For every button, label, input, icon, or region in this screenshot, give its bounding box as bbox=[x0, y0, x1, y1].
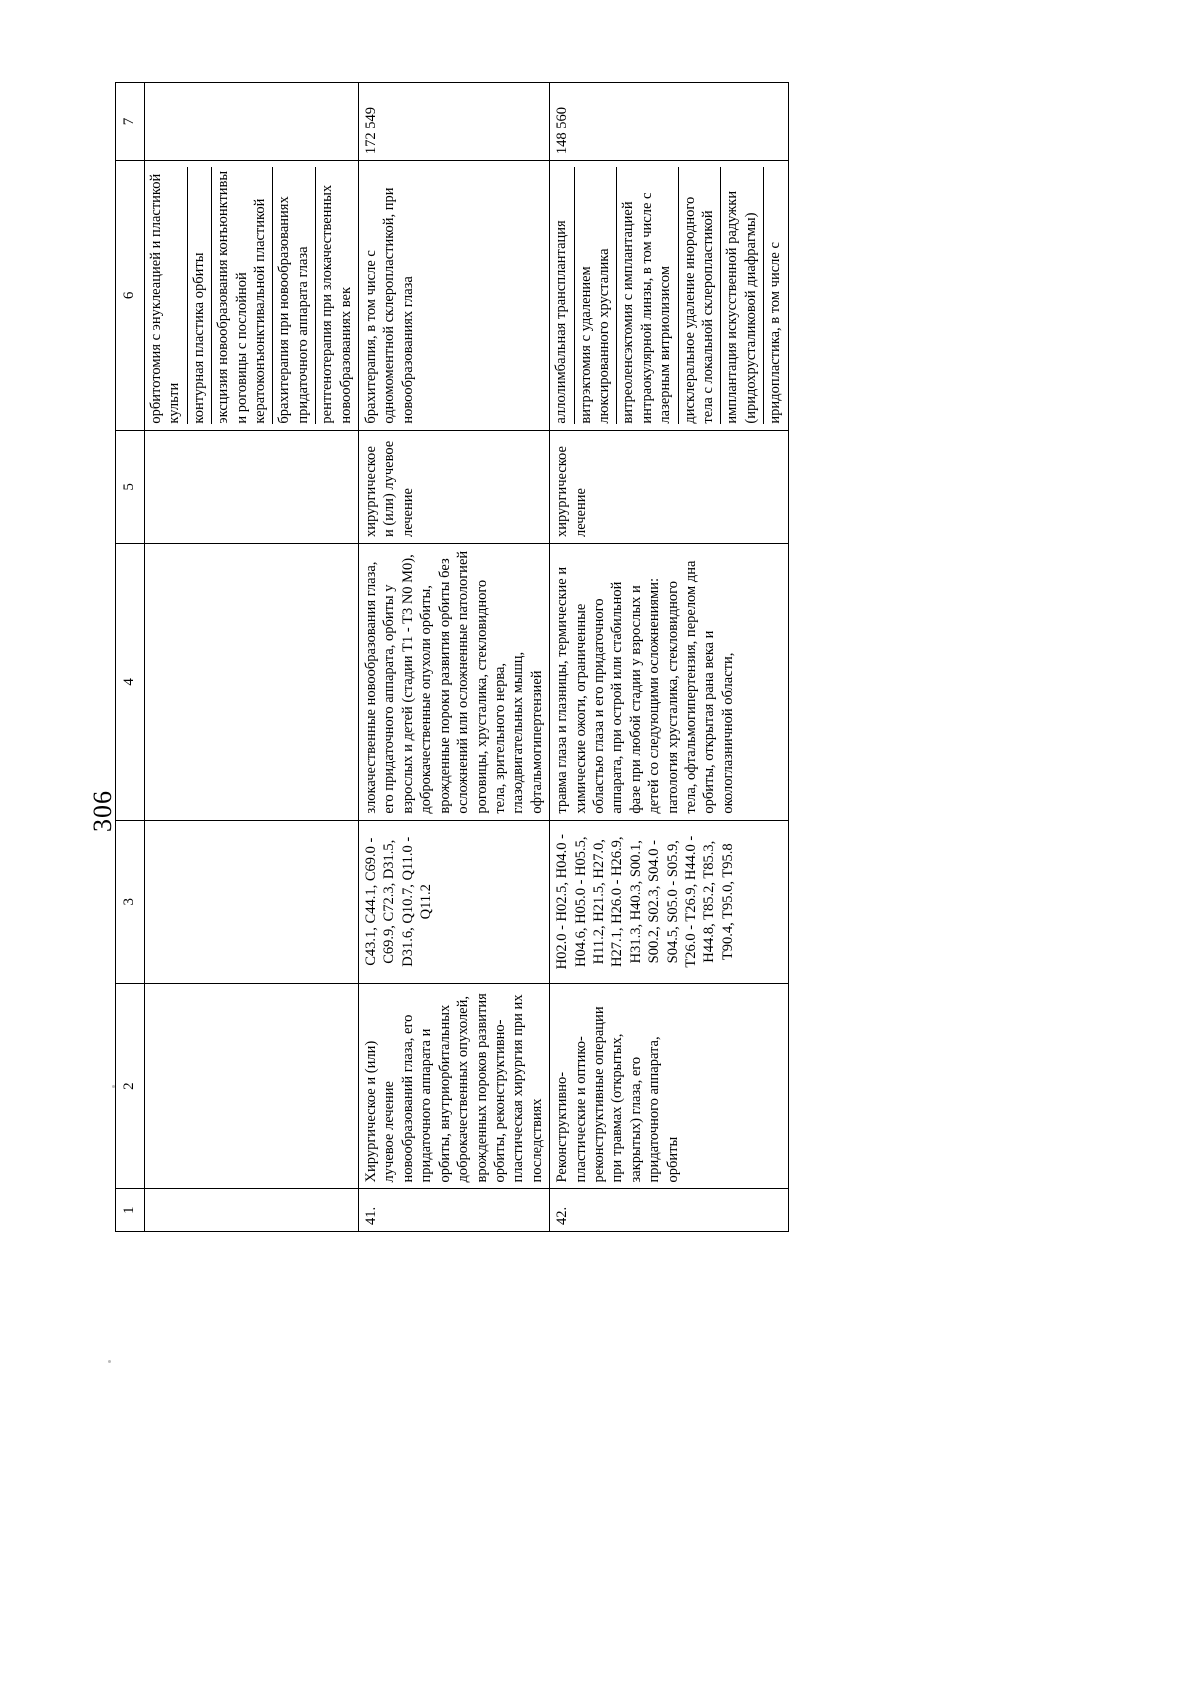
header-row bbox=[116, 83, 145, 1232]
cont-cost bbox=[145, 83, 359, 161]
service-name: Хирургическое и (или) лучевое лечение новообразований глаза, его придаточного аппарата и орбиты, внутриорбитальных доброкачественных опухолей, врожденных пороков развития орбиты, реконструктивно-пластическая хирургия при их последствиях bbox=[359, 983, 550, 1189]
method-item: дисклеральное удаление инородного тела с локальной склеропластикой bbox=[679, 167, 722, 424]
col-header-4: 4 bbox=[116, 544, 145, 821]
treatment-methods bbox=[550, 161, 788, 431]
cont-codes bbox=[145, 820, 359, 983]
scan-artifact bbox=[108, 1360, 111, 1363]
services-table bbox=[115, 82, 789, 1232]
col-header-1: 1 bbox=[116, 1189, 145, 1232]
cont-num bbox=[145, 1189, 359, 1232]
cont-model bbox=[145, 544, 359, 821]
method-item: рентгенотерапия при злокачественных новообразованиях век bbox=[319, 184, 354, 424]
cont-methods bbox=[145, 161, 359, 431]
table-row-41 bbox=[359, 83, 550, 1232]
continuation-row bbox=[145, 83, 359, 1232]
col-header-7: 7 bbox=[116, 83, 145, 161]
service-name: Реконструктивно-пластические и оптико-реконструктивные операции при травмах (открытых, закрытых) глаза, его придаточного аппарата, орбиты bbox=[550, 983, 788, 1189]
col-header-2: 2 bbox=[116, 983, 145, 1189]
row-number: 41. bbox=[359, 1189, 550, 1232]
cont-treatment bbox=[145, 430, 359, 543]
page-number: 306 bbox=[88, 790, 117, 832]
cost-value: 148 560 bbox=[550, 83, 788, 161]
method-item: витреоленсэктомия с имплантацией интраокулярной линзы, в том числе с лазерным витриолизисом bbox=[617, 167, 678, 424]
patient-model: злокачественные новообразования глаза, его придаточного аппарата, орбиты у взрослых и детей (стадии T1 - T3 N0 M0), доброкачественные опухоли орбиты, врожденные пороки развития орбиты без осложнений или осложненные патологией роговицы, хрусталика, стекловидного тела, зрительного нерва, глазодвигательных мышц, офтальмогипертензией bbox=[359, 544, 550, 821]
row-number: 42. bbox=[550, 1189, 788, 1232]
table-row-42 bbox=[550, 83, 788, 1232]
col-header-3: 3 bbox=[116, 820, 145, 983]
col-header-6: 6 bbox=[116, 161, 145, 431]
method-item: имплантация искусственной радужки (иридохрусталиковой диафрагмы) bbox=[721, 167, 764, 424]
treatment-type: хирургическое лечение bbox=[550, 430, 788, 543]
method-item: иридопластика, в том числе с bbox=[767, 242, 784, 424]
icd-codes: H02.0 - H02.5, H04.0 - H04.6, H05.0 - H05.5, H11.2, H21.5, H27.0, H27.1, H26.0 - H26.9, H31.3, H40.3, S00.1, S00.2, S02.3, S04.0 - S04.5, S05.0 - S05.9, T26.0 - T26.9, H44.0 - H44.8, T85.2, T85.3, T90.4, T95.0, T95.8 bbox=[550, 820, 788, 983]
method-item: брахитерапия при новообразованиях придаточного аппарата глаза bbox=[273, 167, 316, 424]
icd-codes: C43.1, C44.1, C69.0 - C69.9, C72.3, D31.5, D31.6, Q10.7, Q11.0 - Q11.2 bbox=[359, 820, 550, 983]
method-item: витрэктомия с удалением люксированного хрусталика bbox=[575, 167, 618, 424]
method-item: эксцизия новообразования конъюнктивы и роговицы с послойной кератоконъюнктивальной пластикой bbox=[212, 167, 273, 424]
method-item: орбитотомия с энуклеацией и пластикой культи bbox=[145, 167, 188, 424]
method-item: брахитерапия, в том числе с одномоментной склеропластикой, при новообразованиях глаза bbox=[363, 187, 416, 424]
cost-value: 172 549 bbox=[359, 83, 550, 161]
treatment-methods bbox=[359, 161, 550, 431]
method-item: аллолимбальная трансплантация bbox=[550, 167, 574, 424]
col-header-5: 5 bbox=[116, 430, 145, 543]
services-table-frame bbox=[115, 82, 1075, 1232]
cont-name bbox=[145, 983, 359, 1189]
patient-model: травма глаза и глазницы, термические и химические ожоги, ограниченные областью глаза и его придаточного аппарата, при острой или стабильной фазе при любой стадии у взрослых и детей со следующими осложнениями: патология хрусталика, стекловидного тела, офтальмогипертензия, перелом дна орбиты, открытая рана века и окологлазничной области, bbox=[550, 544, 788, 821]
treatment-type: хирургическое и (или) лучевое лечение bbox=[359, 430, 550, 543]
method-item: контурная пластика орбиты bbox=[188, 167, 212, 424]
